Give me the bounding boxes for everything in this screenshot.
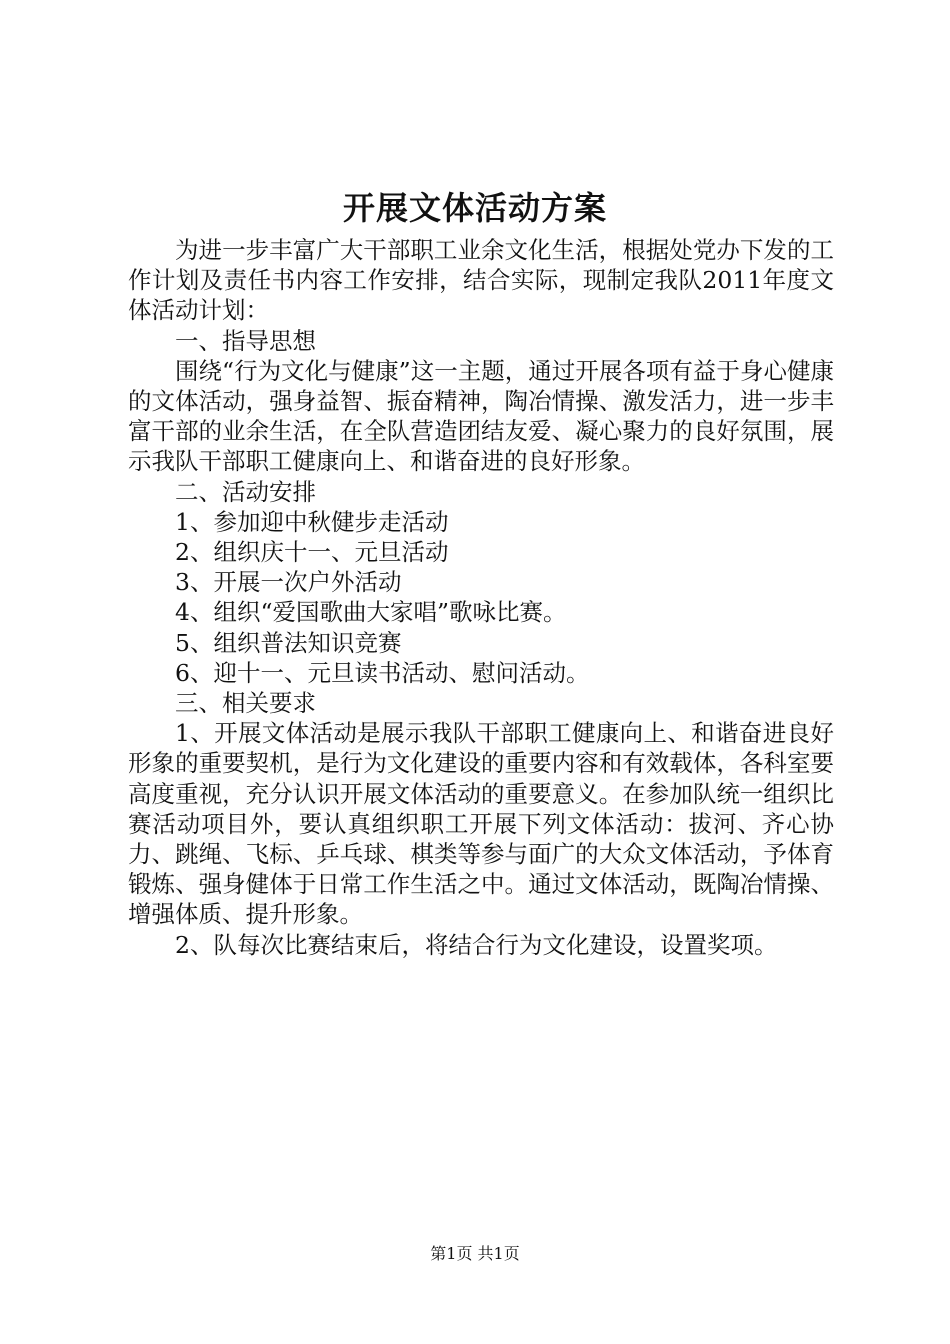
activity-item-1: 1、参加迎中秋健步走活动 xyxy=(175,507,449,536)
intro-paragraph: 为进一步丰富广大干部职工业余文化生活，根据处党办下发的工作计划及责任书内容工作安排，结合实际，现制定我队2011年度文体活动计划： xyxy=(128,236,834,325)
section-heading-activity-arrangement: 二、活动安排 xyxy=(175,477,316,506)
activity-item-6: 6、迎十一、元旦读书活动、慰问活动。 xyxy=(175,658,590,687)
guiding-ideology-paragraph: 围绕“行为文化与健康”这一主题，通过开展各项有益于身心健康的文体活动，强身益智、振奋精神，陶冶情操、激发活力，进一步丰富干部的业余生活，在全队营造团结友爱、凝心聚力的良好氛围，展示我队干部职工健康向上、和谐奋进的良好形象。 xyxy=(128,356,834,476)
document-title: 开展文体活动方案 xyxy=(342,189,607,227)
activity-item-4: 4、组织“爱国歌曲大家唱”歌咏比赛。 xyxy=(175,598,567,627)
requirement-paragraph-1: 1、开展文体活动是展示我队干部职工健康向上、和谐奋进良好形象的重要契机，是行为文化建设的重要内容和有效载体，各科室要高度重视，充分认识开展文体活动的重要意义。在参加队统一组织比赛活动项目外，要认真组织职工开展下列文体活动：拔河、齐心协力、跳绳、飞标、乒乓球、棋类等参与面广的大众文体活动，予体育锻炼、强身健体于日常工作生活之中。通过文体活动，既陶冶情操、增强体质、提升形象。 xyxy=(128,719,834,929)
page-footer: 第1页 共1页 xyxy=(430,1244,520,1263)
document-body xyxy=(128,235,834,960)
activity-item-3: 3、开展一次户外活动 xyxy=(175,568,402,597)
requirement-paragraph-2: 2、队每次比赛结束后，将结合行为文化建设，设置奖项。 xyxy=(175,930,778,959)
section-heading-guiding-ideology: 一、指导思想 xyxy=(175,326,316,355)
activity-item-2: 2、组织庆十一、元旦活动 xyxy=(175,538,449,567)
section-heading-requirements: 三、相关要求 xyxy=(175,689,316,718)
activity-item-5: 5、组织普法知识竞赛 xyxy=(175,628,402,657)
